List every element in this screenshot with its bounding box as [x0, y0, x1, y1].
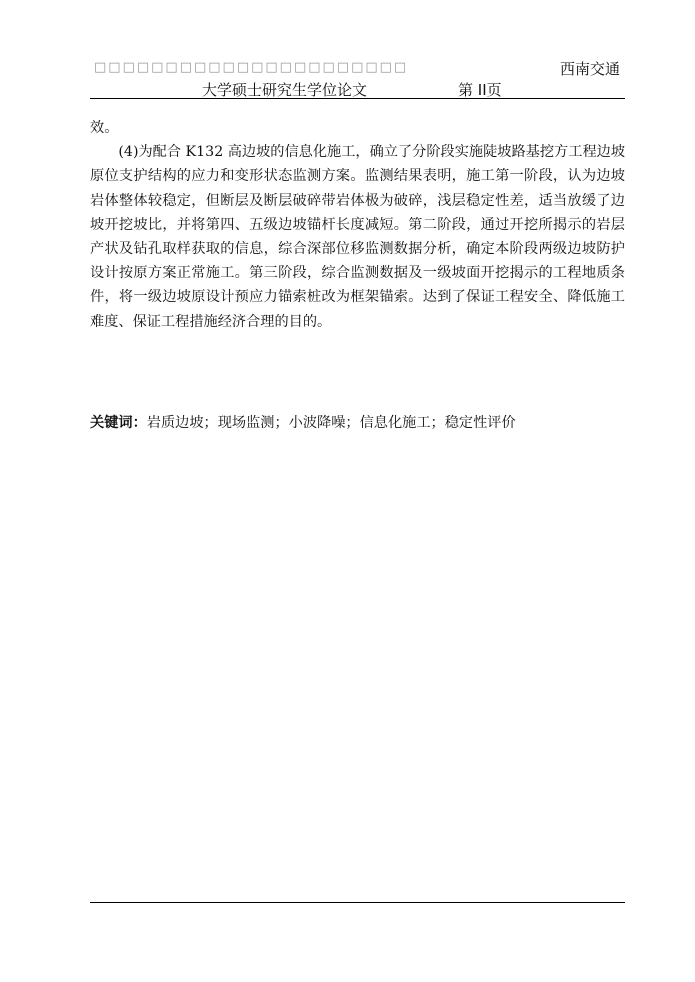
keywords-text: 岩质边坡；现场监测；小波降噪；信息化施工；稳定性评价 — [146, 415, 516, 431]
header-row — [90, 79, 625, 99]
header-page-number: 第 II页 — [458, 81, 502, 99]
keywords-label: 关键词： — [90, 415, 147, 431]
body-text — [90, 116, 625, 334]
header-university: 西南交通 — [559, 60, 620, 78]
header-thesis-title: 大学硕士研究生学位论文 — [202, 81, 368, 99]
paragraph-4: (4)为配合 K132 高边坡的信息化施工，确立了分阶段实施陡坡路基挖方工程边坡原位支护结构的应力和变形状态监测方案。监测结果表明，施工第一阶段，认为边坡岩体整体较稳定，但断层及断层破碎带岩体极为破碎，浅层稳定性差，适当放缓了边坡开挖坡比，并将第四、五级边坡锚杆长度减短。第二阶段，通过开挖所揭示的岩层产状及钻孔取样获取的信息，综合深部位移监测数据分析，确定本阶段两级边坡防护设计按原方案正常施工。第三阶段，综合监测数据及一级坡面开挖揭示的工程地质条件，将一级边坡原设计预应力锚索桩改为框架锚索。达到了保证工程安全、降低施工难度、保证工程措施经济合理的目的。 — [90, 144, 626, 330]
header-rule — [90, 98, 625, 99]
footer-rule — [90, 902, 625, 903]
keywords-line — [90, 411, 625, 435]
continuation-line: 效。 — [90, 120, 119, 136]
header-placeholder-boxes: □□□□□□□□□□□□□□□□□□□□□□ — [94, 60, 409, 75]
